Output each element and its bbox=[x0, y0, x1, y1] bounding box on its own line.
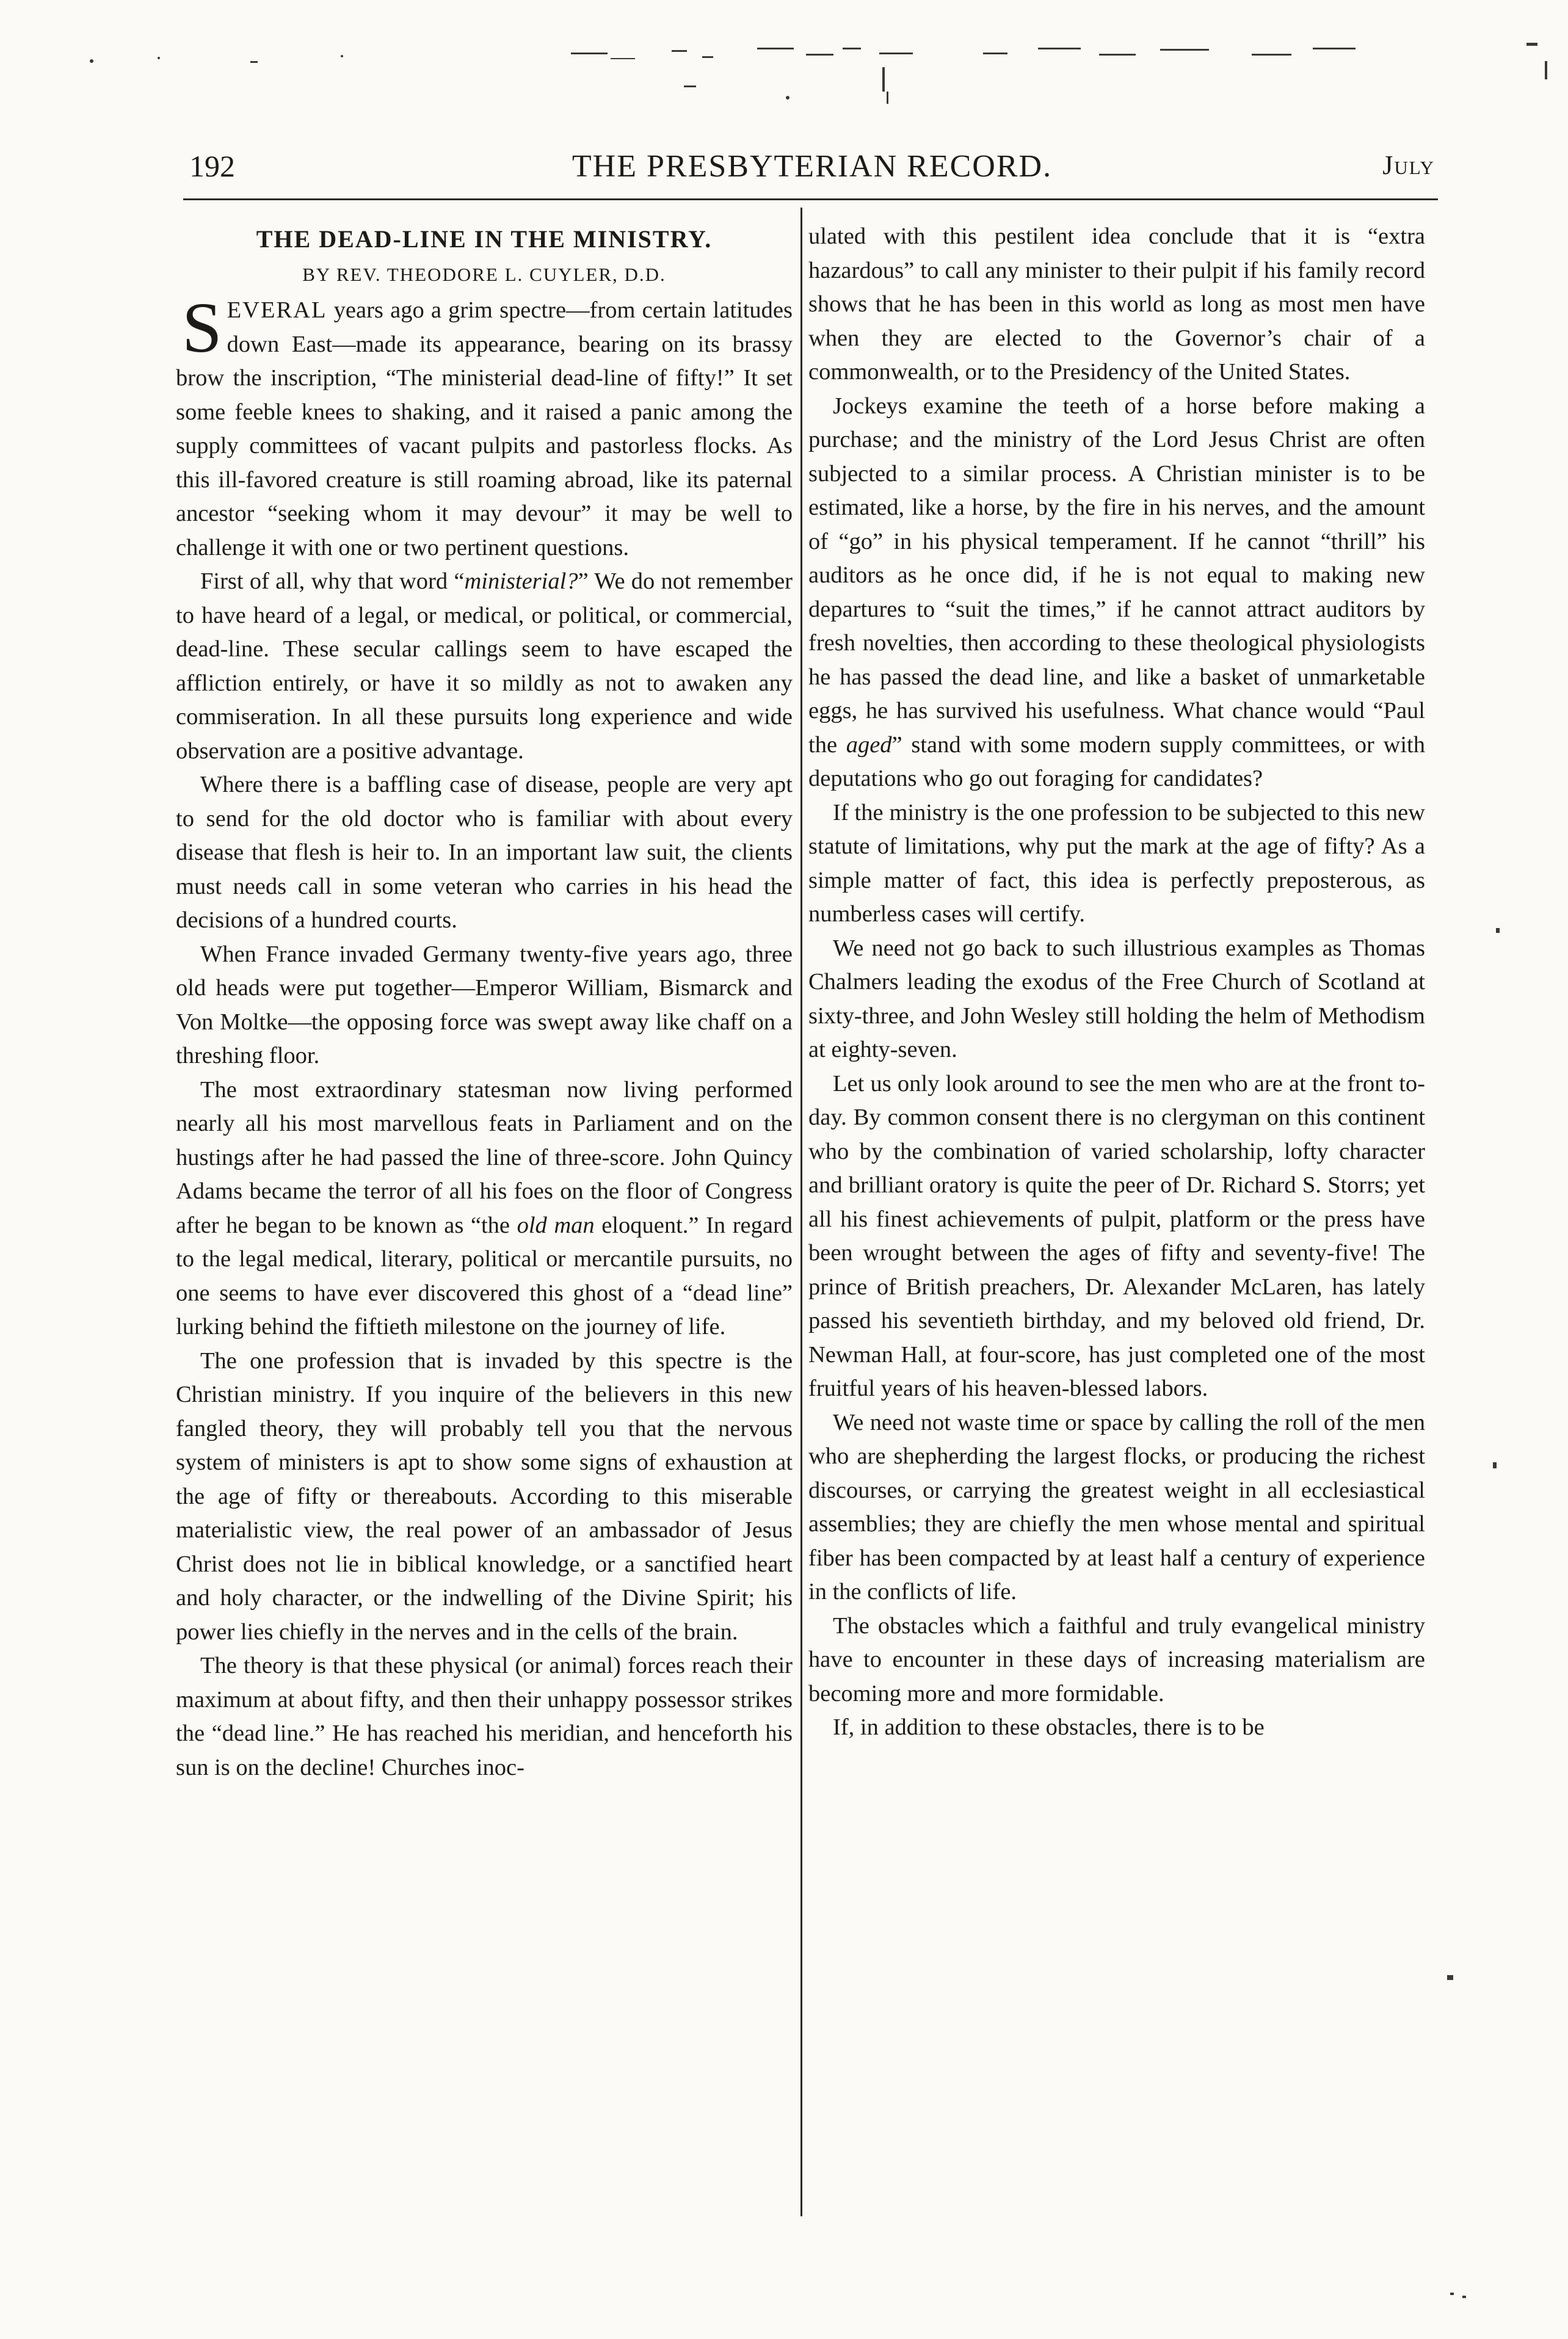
paragraph bbox=[176, 288, 793, 565]
running-header bbox=[189, 148, 1435, 191]
paragraph-text: ” stand with some modern supply committees, or with deputations who go out foraging for candidates? bbox=[808, 731, 1425, 791]
paragraph: The obstacles which a faithful and truly evangelical ministry have to encounter in these days of increasing materialism are becoming more and more formidable. bbox=[808, 1612, 1425, 1706]
paragraph-text: The most extraordinary statesman now living performed nearly all his most marvellous feats in Parliament and on the hustings after he had passed the line of three-score. John Quincy Adams became the terror of all his foes on the floor of Congress after he began to be known as “the bbox=[176, 1076, 793, 1238]
paragraph: When France invaded Germany twenty-five years ago, three old heads were put together—Emperor William, Bismarck and Von Moltke—the opposing force was swept away like chaff on a threshing floor. bbox=[176, 941, 793, 1068]
article-title: THE DEAD-LINE IN THE MINISTRY. bbox=[256, 225, 713, 253]
article-byline: BY REV. THEODORE L. CUYLER, D.D. bbox=[302, 264, 666, 285]
paragraph: The theory is that these physical (or animal) forces reach their maximum at about fifty, and then their unhappy possessor strikes the “dead line.” He has reached his meridian, and henceforth his sun is on the decline! Churches inoc- bbox=[176, 1653, 793, 1780]
paragraph: The one profession that is invaded by this spectre is the Christian ministry. If you inquire of the believers in this new fangled theory, they will probably tell you that the nervous system of ministers is apt to show some signs of exhaustion at the age of fifty or thereabouts. According to this miserable materialistic view, the real power of an ambassador of Jesus Christ does not lie in biblical knowledge, or a sanctified heart and holy character, or the indwelling of the Divine Spirit; his power lies chiefly in the nerves and in the cells of the brain. bbox=[176, 1347, 793, 1645]
column-divider bbox=[800, 208, 802, 2216]
emphasis: ministerial? bbox=[464, 568, 578, 594]
paragraph bbox=[808, 390, 1425, 796]
paragraph: If the ministry is the one profession to be subjected to this new statute of limitations, why put the mark at the age of fifty? As a simple matter of fact, this idea is perfectly preposterous, as numberless cases will certify. bbox=[808, 799, 1425, 927]
page-number: 192 bbox=[189, 149, 235, 183]
emphasis: old man bbox=[517, 1212, 595, 1238]
paragraph: We need not waste time or space by calling the roll of the men who are shepherding the largest flocks, or producing the richest discourses, or carrying the greatest weight in all ecclesiastical assemblies; they are chiefly the men whose mental and spiritual fiber has been compacted by at least half a century of experience in the conflicts of life. bbox=[808, 1409, 1425, 1605]
paragraph: We need not go back to such illustrious examples as Thomas Chalmers leading the exodus of the Free Church of Scotland at sixty-three, and John Wesley still holding the helm of Methodism at eighty-seven. bbox=[808, 935, 1425, 1062]
paragraph: Let us only look around to see the men who are at the front to-day. By common consent there is no clergyman on this continent who by the combination of varied scholarship, lofty character and brilliant oratory is quite the peer of Dr. Richard S. Storrs; yet all his finest achievements of pulpit, platform or the press have been wrought between the ages of fifty and seventy-five! The prince of British preachers, Dr. Alexander McLaren, has lately passed his seventieth birthday, and my beloved old friend, Dr. Newman Hall, at four-score, has just completed one of the most fruitful years of his heaven-blessed labors. bbox=[808, 1070, 1425, 1401]
drop-cap: S bbox=[182, 288, 222, 368]
paragraph: If, in addition to these obstacles, there is to be bbox=[833, 1714, 1265, 1740]
lead-word: EVERAL bbox=[227, 297, 327, 323]
paragraph bbox=[176, 565, 793, 768]
paragraph-continued: ulated with this pestilent idea conclude that it is “extra hazardous” to call any minister to their pulpit if his family record shows that he has been in this world as long as most men have when they are elected to the Governor’s chair of a commonwealth, or to the Presidency of the United States. bbox=[808, 223, 1425, 385]
running-title: THE PRESBYTERIAN RECORD. bbox=[572, 149, 1053, 184]
issue-month: July bbox=[1382, 150, 1435, 180]
paragraph: Where there is a baffling case of disease, people are very apt to send for the old doctor who is familiar with about every disease that flesh is heir to. In an important law suit, the clients must needs call in some veteran who carries in his head the decisions of a hundred courts. bbox=[176, 772, 793, 933]
paragraph-text: ” We do not remember to have heard of a legal, or medical, or political, or commercial, dead-line. These secular callings seem to have escaped the affliction entirely, or have it so mildly as not to awaken any commiseration. In all these pursuits long experience and wide observation are a positive advantage. bbox=[176, 568, 793, 764]
emphasis: aged bbox=[846, 731, 892, 758]
paragraph-text: eloquent.” In regard to the legal medical, literary, political or mercantile pursuits, no one seems to have ever discovered this ghost of a “dead line” lurking behind the fiftieth milestone on the journey of life. bbox=[176, 1212, 793, 1340]
left-column bbox=[176, 221, 793, 1785]
paragraph-text: years ago a grim spectre—from certain latitudes down East—made its appearance, bearing on its brassy brow the inscription, “The ministerial dead-line of fifty!” It set some feeble knees to shaking, and it raised a panic among the supply committees of vacant pulpits and pastorless flocks. As this ill-favored creature is still roaming abroad, like its paternal ancestor “seeking whom it may devour” it may be well to challenge it with one or two pertinent questions. bbox=[176, 297, 793, 560]
paragraph-text: First of all, why that word “ bbox=[200, 568, 465, 594]
header-rule bbox=[183, 198, 1438, 200]
right-column bbox=[808, 220, 1425, 1745]
paragraph-text: Jockeys examine the teeth of a horse before making a purchase; and the ministry of the Lord Jesus Christ are often subjected to a similar process. A Christian minister is to be estimated, like a horse, by the fire in his nerves, and the amount of “go” in his physical temperament. If he cannot “thrill” his auditors as he once did, if he is not equal to making new departures to “suit the times,” if he cannot attract auditors by fresh novelties, then according to these theological physiologists he has passed the dead line, and like a basket of unmarketable eggs, he has survived his usefulness. What chance would “Paul the bbox=[808, 393, 1425, 758]
paragraph bbox=[176, 1073, 793, 1344]
